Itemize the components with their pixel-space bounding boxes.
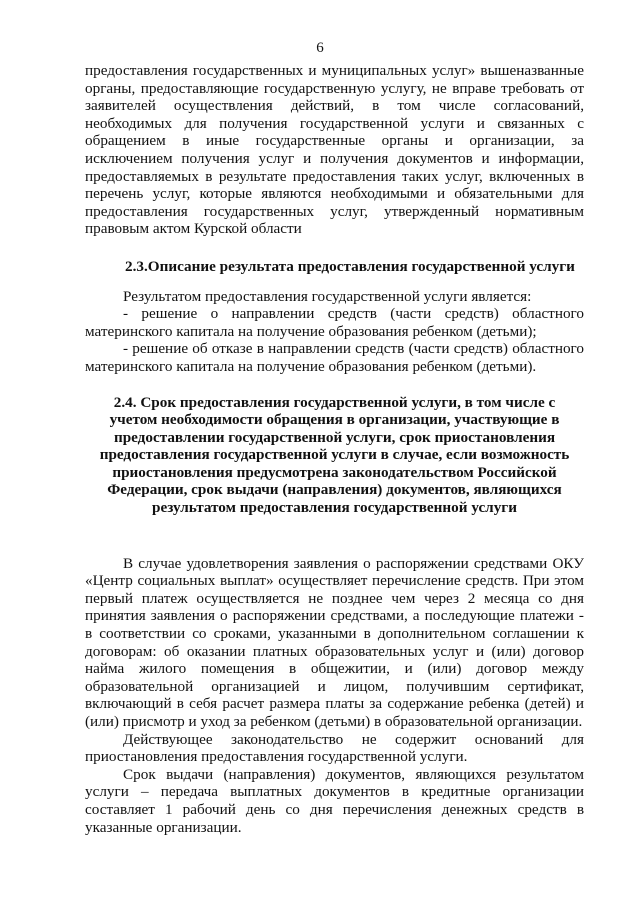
- paragraph-law: Действующее законодательство не содержит оснований для приостановления предоставления государственной услуги.: [85, 730, 584, 766]
- document-body: [85, 62, 584, 836]
- heading-2-3: 2.3.Описание результата предоставления государственной услуги: [125, 257, 575, 275]
- page-number: 6: [316, 40, 324, 56]
- heading-2-4: 2.4. Срок предоставления государственной услуги, в том числе с учетом необходимости обращения в организации, участвующие в предоставлении государственной услуги, срок приостановления предоставления государственной услуги в случае, если возможность приостановления предусмотрена законодательством Российской Федерации, срок выдачи (направления) документов, являющихся результатом предоставления государственной услуги: [99, 393, 570, 517]
- result-intro: Результатом предоставления государственной услуги является:: [123, 287, 532, 305]
- result-item-2: - решение об отказе в направлении средств (части средств) областного материнского капитала на получение образования ребенком (детьми).: [85, 340, 584, 375]
- paragraph-payment: В случае удовлетворения заявления о распоряжении средствами ОКУ «Центр социальных выплат» осуществляет перечисление средств. При этом первый платеж осуществляется не позднее чем через 2 месяца со дня принятия заявления о распоряжении средствами, а последующие платежи - в соответствии со сроками, указанными в дополнительном соглашении к договорам: об оказании платных образовательных услуг и (или) договор найма жилого помещения в общежитии, и (или) договор между образовательной организацией и лицом, получившим сертификат, включающий в себя расчет размера платы за содержание ребенка (детей) и (или) присмотр и уход за ребенком (детьми) в образовательной организации.: [85, 554, 584, 730]
- paragraph-intro: предоставления государственных и муниципальных услуг» вышеназванные органы, предоставляющие государственную услугу, не вправе требовать от заявителей осуществления действий, в том числе согласований, необходимых для получения государственной услуги и связанных с обращением в иные государственные органы и организации, за исключением получения услуг и получения документов и информации, предоставляемых в результате предоставления таких услуг, включенных в перечень услуг, которые являются необходимыми и обязательными для предоставления государственных услуг, утвержденный нормативным правовым актом Курской области: [85, 62, 584, 238]
- result-item-1: - решение о направлении средств (части средств) областного материнского капитала на получение образования ребенком (детьми);: [85, 305, 584, 340]
- paragraph-term: Срок выдачи (направления) документов, являющихся результатом услуги – передача выплатных документов в кредитные организации составляет 1 рабочий день со дня перечисления денежных средств в указанные организации.: [85, 765, 584, 836]
